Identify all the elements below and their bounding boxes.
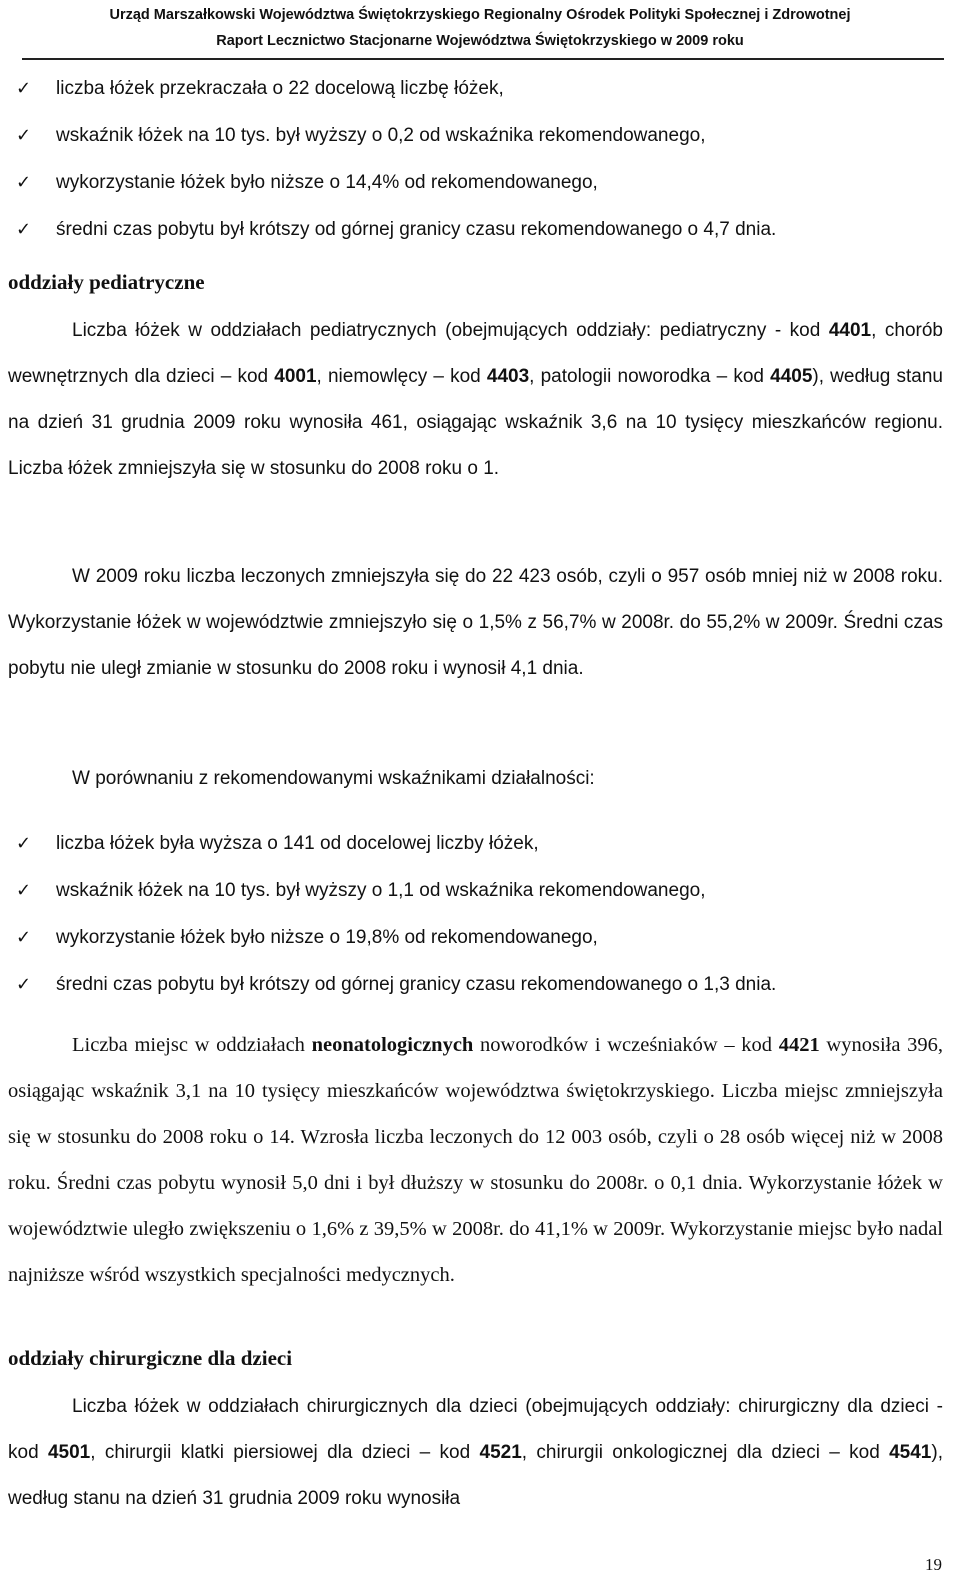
check-icon: ✓ [16, 219, 32, 240]
list-item: ✓ wykorzystanie łóżek było niższe o 19,8% od rekomendowanego, [16, 914, 776, 961]
pediatric-comparison-intro: W porównaniu z rekomendowanymi wskaźnikami działalności: [72, 768, 595, 789]
check-icon: ✓ [16, 880, 32, 901]
section-heading-surgery: oddziały chirurgiczne dla dzieci [8, 1346, 293, 1370]
list-item: ✓ wykorzystanie łóżek było niższe o 14,4% od rekomendowanego, [16, 159, 776, 206]
pediatric-beds-paragraph: Liczba łóżek w oddziałach pediatrycznych (obejmujących oddziały: pediatryczny - kod 4401, chorób wewnętrznych dla dzieci – kod 4001, niemowlęcy – kod 4403, patologii noworodka – kod 4405), według stanu na dzień 31 grudnia 2009 roku wynosiła 461, osiągając wskaźnik 3,6 na 10 tysięcy mieszkańców regionu. Liczba łóżek zmniejszyła się w stosunku do 2008 roku o 1. [8, 320, 943, 479]
check-icon: ✓ [16, 927, 32, 948]
list-item: ✓ średni czas pobytu był krótszy od górnej granicy czasu rekomendowanego o 1,3 dnia. [16, 961, 776, 1008]
check-icon: ✓ [16, 78, 32, 99]
list-item: ✓ liczba łóżek przekraczała o 22 docelową liczbę łóżek, [16, 65, 776, 112]
header-line-2: Raport Lecznictwo Stacjonarne Województwa Świętokrzyskiego w 2009 roku [216, 33, 744, 49]
pediatric-treated-paragraph: W 2009 roku liczba leczonych zmniejszyła się do 22 423 osób, czyli o 957 osób mniej niż w 2008 roku. Wykorzystanie łóżek w województwie zmniejszyło się o 1,5% z 56,7% w 2008r. do 55,2% w 2009r. Średni czas pobytu nie uległ zmianie w stosunku do 2008 roku i wynosił 4,1 dnia. [8, 566, 943, 679]
surgery-beds-paragraph: Liczba łóżek w oddziałach chirurgicznych dla dzieci (obejmujących oddziały: chirurgiczny dla dzieci - kod 4501, chirurgii klatki piersiowej dla dzieci – kod 4521, chirurgii onkologicznej dla dzieci – kod 4541), według stanu na dzień 31 grudnia 2009 roku wynosiła [8, 1396, 943, 1509]
section-heading-pediatric: oddziały pediatryczne [8, 270, 205, 294]
checklist-general [16, 65, 776, 253]
check-icon: ✓ [16, 125, 32, 146]
check-icon: ✓ [16, 974, 32, 995]
check-icon: ✓ [16, 833, 32, 854]
list-item: ✓ wskaźnik łóżek na 10 tys. był wyższy o 1,1 od wskaźnika rekomendowanego, [16, 867, 776, 914]
list-item: ✓ liczba łóżek była wyższa o 141 od docelowej liczby łóżek, [16, 820, 776, 867]
neonatology-paragraph: Liczba miejsc w oddziałach neonatologicznych noworodków i wcześniaków – kod 4421 wynosiła 396, osiągając wskaźnik 3,1 na 10 tysięcy mieszkańców województwa świętokrzyskiego. Liczba miejsc zmniejszyła się w stosunku do 2008 roku o 14. Wzrosła liczba leczonych do 12 003 osób, czyli o 28 osób więcej niż w 2008 roku. Średni czas pobytu wynosił 5,0 dni i był dłuższy w stosunku do 2008r. o 0,1 dnia. Wykorzystanie łóżek w województwie uległo zwiększeniu o 1,6% z 39,5% w 2008r. do 41,1% w 2009r. Wykorzystanie miejsc było nadal najniższe wśród wszystkich specjalności medycznych. [8, 1034, 943, 1286]
checklist-pediatric [16, 820, 776, 1008]
header-divider [22, 58, 944, 60]
list-item: ✓ wskaźnik łóżek na 10 tys. był wyższy o 0,2 od wskaźnika rekomendowanego, [16, 112, 776, 159]
header-line-1: Urząd Marszałkowski Województwa Świętokrzyskiego Regionalny Ośrodek Polityki Społecznej i Zdrowotnej [109, 7, 851, 23]
page-number: 19 [925, 1555, 942, 1574]
list-item: ✓ średni czas pobytu był krótszy od górnej granicy czasu rekomendowanego o 4,7 dnia. [16, 206, 776, 253]
check-icon: ✓ [16, 172, 32, 193]
document-header [0, 2, 960, 54]
